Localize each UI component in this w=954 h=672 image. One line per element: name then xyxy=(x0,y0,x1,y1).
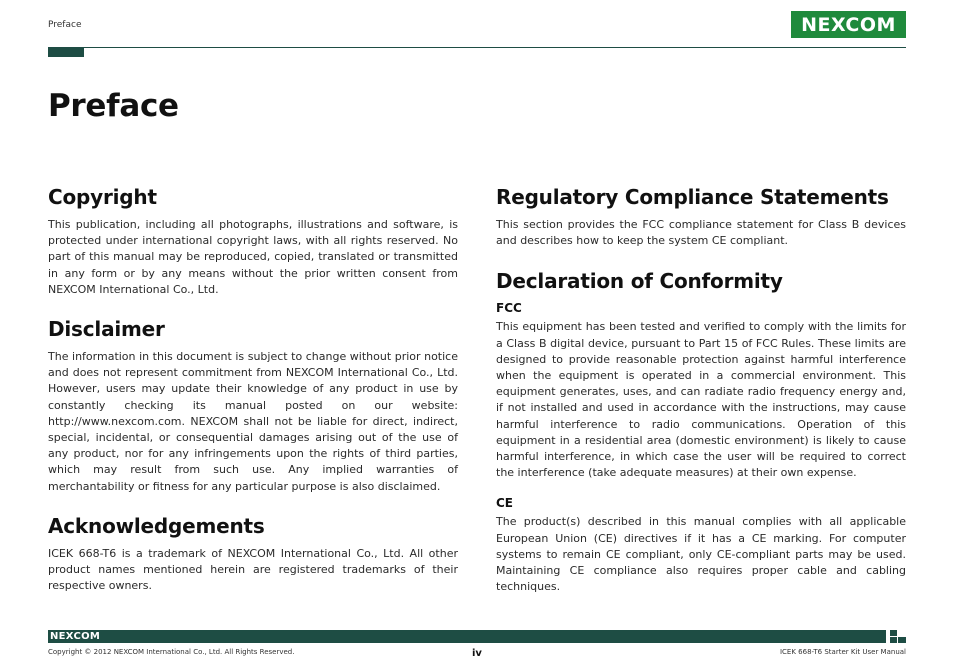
logo-text: NEXCOM xyxy=(801,13,896,36)
left-column xyxy=(48,186,458,614)
disclaimer-section xyxy=(48,318,458,495)
right-column xyxy=(496,186,906,615)
footer-bar xyxy=(48,630,886,643)
copyright-section xyxy=(48,186,458,298)
acknowledgements-section xyxy=(48,515,458,595)
conformity-heading: Declaration of Conformity xyxy=(496,269,783,294)
disclaimer-heading: Disclaimer xyxy=(48,317,165,342)
header-label: Preface xyxy=(48,20,82,30)
footer-logo xyxy=(50,630,100,643)
regulatory-heading: Regulatory Compliance Statements xyxy=(496,185,889,209)
footer-copyright: Copyright © 2012 NEXCOM International Co., Ltd. All Rights Reserved. xyxy=(48,648,295,656)
footer-logo-text: NEXCOM xyxy=(50,631,101,642)
ce-heading: CE xyxy=(496,496,514,511)
copyright-heading: Copyright xyxy=(48,185,157,209)
conformity-section xyxy=(496,270,906,595)
ce-body: The product(s) described in this manual complies with all applicable European Union (CE) directives if it has a CE marking. For computer systems to remain CE compliant, only CE-compliant parts may be used. Maintaining CE compliance also requires proper cable and cabling techniques. xyxy=(496,515,906,594)
footer-manual-name: ICEK 668-T6 Starter Kit User Manual xyxy=(779,648,906,656)
disclaimer-body: The information in this document is subject to change without prior notice and does not represent commitment from NEXCOM International Co., Ltd. However, users may update their knowledge of any product in use by constantly checking its manual posted on our website: http://www.nexcom.com. NEXCOM shall not be liable for direct, indirect, special, incidental, or consequential damages arising out of the use of any product, nor for any infringements upon the rights of third parties, which may result from such use. Any implied warranties of merchantability or fitness for any particular purpose is also disclaimed. xyxy=(48,350,458,493)
fcc-subsection xyxy=(496,301,906,481)
regulatory-section xyxy=(496,186,906,249)
nexcom-logo xyxy=(791,11,906,38)
acknowledgements-body: ICEK 668-T6 is a trademark of NEXCOM International Co., Ltd. All other product names mentioned herein are registered trademarks of their respective owners. xyxy=(48,546,458,593)
regulatory-body: This section provides the FCC compliance statement for Class B devices and describes how to keep the system CE compliant. xyxy=(496,218,906,248)
copyright-body: This publication, including all photographs, illustrations and software, is protected under international copyright laws, with all rights reserved. No part of this manual may be reproduced, copied, translated or transmitted in any form or by any means without the prior written consent from NEXCOM International Co., Ltd. xyxy=(48,218,458,296)
header-accent-block xyxy=(48,47,84,57)
fcc-heading: FCC xyxy=(496,301,522,316)
page-title: Preface xyxy=(48,88,179,124)
header-divider xyxy=(48,47,906,48)
acknowledgements-heading: Acknowledgements xyxy=(48,513,265,538)
footer-squares-icon xyxy=(888,630,906,643)
ce-subsection xyxy=(496,496,906,595)
page-number: iv xyxy=(472,648,482,659)
fcc-body: This equipment has been tested and verified to comply with the limits for a Class B digital device, pursuant to Part 15 of FCC Rules. These limits are designed to provide reasonable protection against harmful interference when the equipment is operated in a commercial environment. This equipment generates, uses, and can radiate radio frequency energy and, if not installed and used in accordance with the instructions, may cause harmful interference to radio communications. Operation of this equipment in a residential area (domestic environment) is likely to cause harmful interference, in which case the user will be required to correct the interference (take adequate measures) at their own expense. xyxy=(496,320,906,480)
